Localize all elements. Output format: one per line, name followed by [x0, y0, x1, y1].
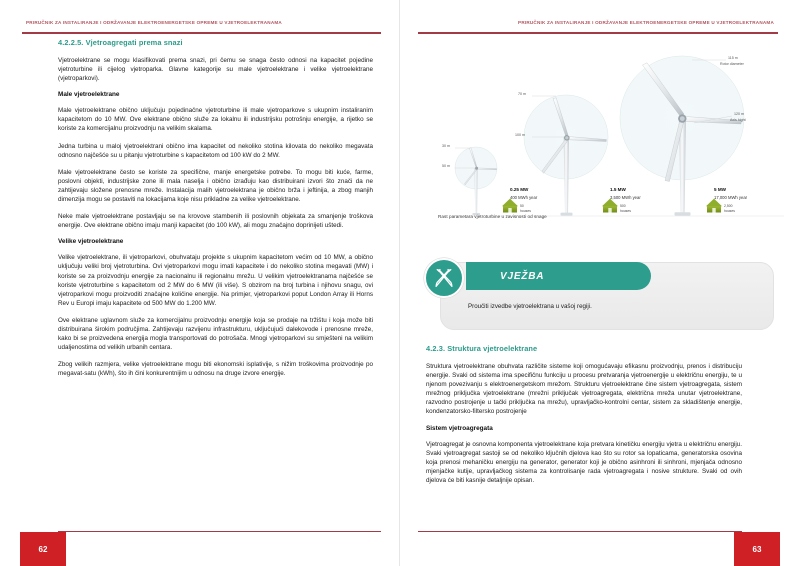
figure-caption: Rast parametara vjetroturbine u zavisnosti od snage: [438, 214, 547, 219]
house-icon-medium: [602, 199, 618, 213]
subheading-velike-vjetroelektrane: Velike vjetroelektrane: [58, 238, 124, 246]
label-rotor-diameter-large: 115 m: [728, 56, 738, 60]
paragraph-vjetroagregat: Vjetroagregat je osnovna komponenta vjetroelektrane koja pretvara kinetičku energiju vjetra u električnu energiju. Svaki vjetroagregat sastoji se od nekoliko ključnih djelova kao što su rotor sa lopaticama, generatorska osovina koja prenosi mehaničku energiju na generator, generator koji je obično asinhroni ili sinhroni, mjenjača odnosno mjenjačke kutije, upravljačkog sistema za kontrolisanje rada vjetroagregata i nosive strukture. Svaki od ovih djelova će biti kasnije detaljnije opisan.: [426, 440, 742, 484]
exercise-callout: [422, 258, 774, 336]
footer-rule-left: [58, 531, 381, 532]
running-header-text: PRIRUČNIK ZA INSTALIRANJE I ODRŽAVANJE ELEKTROENERGETSKE OPREME U VJETROELEKTRANAMA: [26, 20, 282, 25]
label-houses-count-small: 50: [520, 204, 524, 208]
exercise-tab: [466, 262, 651, 290]
turbine-large: [620, 56, 748, 216]
paragraph-small-1: Male vjetroelektrane obično uključuju pojedinačne vjetroturbine ili male vjetroparkove s ukupnim instaliranim kapacitetom do 10 MW. Ove elektrane obično služe za lokalnu ili industrijsku potrošnju energije, a rijetko se koriste za komercijalnu proizvodnju na velikim skalama.: [58, 107, 373, 133]
page-right: [400, 0, 800, 566]
exercise-body: Proučiti izvedbe vjetroelektrana u vašoj regiji.: [468, 303, 592, 310]
header-rule: [418, 32, 778, 34]
label-output-medium: 3,500 MWh year: [610, 195, 641, 200]
page-number-right: 63: [734, 532, 780, 566]
paragraph-structure: Struktura vjetroelektrane obuhvata različite sisteme koji omogućavaju efikasnu proizvodnju, prenos i distribuciju energije. Svaki od sistema ima specifičnu funkciju u procesu pretvaranja vjetroenergije u električnu energiju, te u njenom povezivanju s elektroenergetskom mrežom. Strukturu vjetroelektrane čine sistem vjetroagregata, sistem mrežnog priključka vjetroelektrane (mrežni priključak vjetroagregata, električna mreža unutar vjetroelektrane, razvodno postrojenje u tački priključka na mrežu), upravljačko-kontrolni centar, sistem za skladištenje energije, kondenzatorsko-filtersko postrojenje: [426, 363, 742, 416]
paragraph-small-4: Neke male vjetroelektrane postavljaju se na krovove stambenih ili poslovnih objekata za smanjenje troškova energije. Ove elektrane obično imaju manji kapacitet (do 100 kW), ali mogu značajno doprinijeti uštedi.: [58, 213, 373, 230]
label-power-medium: 1.5 MW: [610, 187, 626, 192]
label-power-large: 5 MW: [714, 187, 726, 192]
label-houses-word-small: houses: [520, 209, 531, 213]
header-rule: [22, 32, 381, 34]
running-header-right: [418, 20, 778, 34]
page-number-left: 62: [20, 532, 66, 566]
right-page-content: [426, 344, 742, 493]
running-header-text: PRIRUČNIK ZA INSTALIRANJE I ODRŽAVANJE ELEKTROENERGETSKE OPREME U VJETROELEKTRANAMA: [518, 20, 774, 25]
turbine-small: [442, 144, 538, 215]
footer-rule-right: [418, 531, 742, 532]
paragraph-large-1: Velike vjetroelektrane, ili vjetroparkovi, obuhvataju projekte s ukupnim kapacitetom većim od 10 MW, a obično uključuju veliki broj vjetroturbina. Ovi vjetroparkovi mogu imati kapacitete i do nekoliko stotina megavati (MW) i koriste se za proizvodnju energije za nacionalnu ili regionalnu mrežu. U velikim vjetroelektranama najčešće se koriste vjetroturbine s kapacitetom od 2 MW do 6 MW (ili više). S obzirom na broj turbina i njihovu snagu, ovi vjetroparkovi mogu proizvoditi značajne količine energije. Na primjer, vjetroparkovi poput London Array ili Horns Rev u Europi imaju kapacitete od 500 MW do 1.200 MW.: [58, 254, 373, 307]
house-icon-small: [502, 199, 518, 213]
label-rotor-diameter-small: 30 m: [442, 144, 450, 148]
subheading-male-vjetroelektrane: Male vjetroelektrane: [58, 91, 120, 99]
label-houses-count-medium: 500: [620, 204, 626, 208]
label-axis-hight-large: 120 m: [734, 112, 744, 116]
pencil-ruler-icon: [424, 258, 464, 298]
paragraph-small-2: Jedna turbina u maloj vjetroelektrani obično ima kapacitet od nekoliko stotina kilovata do nekoliko megavata odnosno najčešće su u pitanju vjetroturbine s kapacitetom od 100 kW do 2 MW.: [58, 142, 373, 159]
paragraph-small-3: Male vjetroelektrane često se koriste za specifične, manje energetske potrebe. To mogu biti kuće, farme, poslovni objekti, industrijske zone ili mala naselja i obično izrađuju kao distribuirani izvori što znači da ne zahtijevaju složene prenosne mreže. Instalacija malih vjetroelektrana je obično brža i jeftinija, a zbog manjih dimenzija mogu se postaviti na lokacijama koje nisu prikladne za velike vjetroelektrane.: [58, 168, 373, 204]
label-rotor-diameter-medium: 70 m: [518, 92, 526, 96]
running-header-left: [22, 20, 381, 34]
label-axis-hight-caption: Axis hight: [730, 118, 746, 122]
label-rotor-diameter-caption: Rotor diameter: [720, 62, 744, 66]
label-houses-count-large: 2,500: [724, 204, 733, 208]
paragraph-intro: Vjetroelektrane se mogu klasifikovati prema snazi, pri čemu se snaga često odnosi na kapacitet pojedine vjetroturbine ili cijelog vjetroparka. Glavne kategorije su male vjetroelektrane i velike vjetroelektrane (vjetroparkovi).: [58, 57, 373, 83]
turbine-diagram-svg: [414, 40, 790, 240]
label-output-small: 400 MWh year: [510, 195, 538, 200]
paragraph-large-2: Ove elektrane uglavnom služe za komercijalnu proizvodnju energije koja se prodaje na tržištu i koja može biti distribuirana širokim područjima. Zahtijevaju razvijenu infrastrukturu, uključujući dalekovode i prenosne mreže, kako bi se proizvedena energija mogla transportovati do potrošača. Mnogi vjetroparkovi su smješteni na velikim udaljenostima od velikih urbanih centara.: [58, 316, 373, 352]
subheading-sistem-vjetroagregata: Sistem vjetroagregata: [426, 424, 493, 432]
label-power-small: 0.25 MW: [510, 187, 529, 192]
label-houses-word-large: houses: [724, 209, 735, 213]
label-houses-word-medium: houses: [620, 209, 631, 213]
exercise-title: VJEŽBA: [500, 270, 545, 282]
left-page-content: [58, 38, 373, 386]
section-heading-4225: 4.2.2.5. Vjetroagregati prema snazi: [58, 38, 183, 47]
label-axis-hight-small: 50 m: [442, 164, 450, 168]
wind-turbine-size-comparison-figure: [414, 40, 790, 225]
paragraph-large-3: Zbog velikih razmjera, velike vjetroelektrane mogu biti ekonomski isplativije, s nižim troškovima proizvodnje po megavat-satu (kWh), što ih čini konkurentnijim u odnosu na druge izvore energije.: [58, 361, 373, 378]
section-heading-423: 4.2.3. Struktura vjetroelektrane: [426, 344, 538, 353]
label-axis-hight-medium: 100 m: [515, 133, 525, 137]
label-output-large: 17,000 MWh year: [714, 195, 748, 200]
house-icon-large: [706, 199, 722, 213]
